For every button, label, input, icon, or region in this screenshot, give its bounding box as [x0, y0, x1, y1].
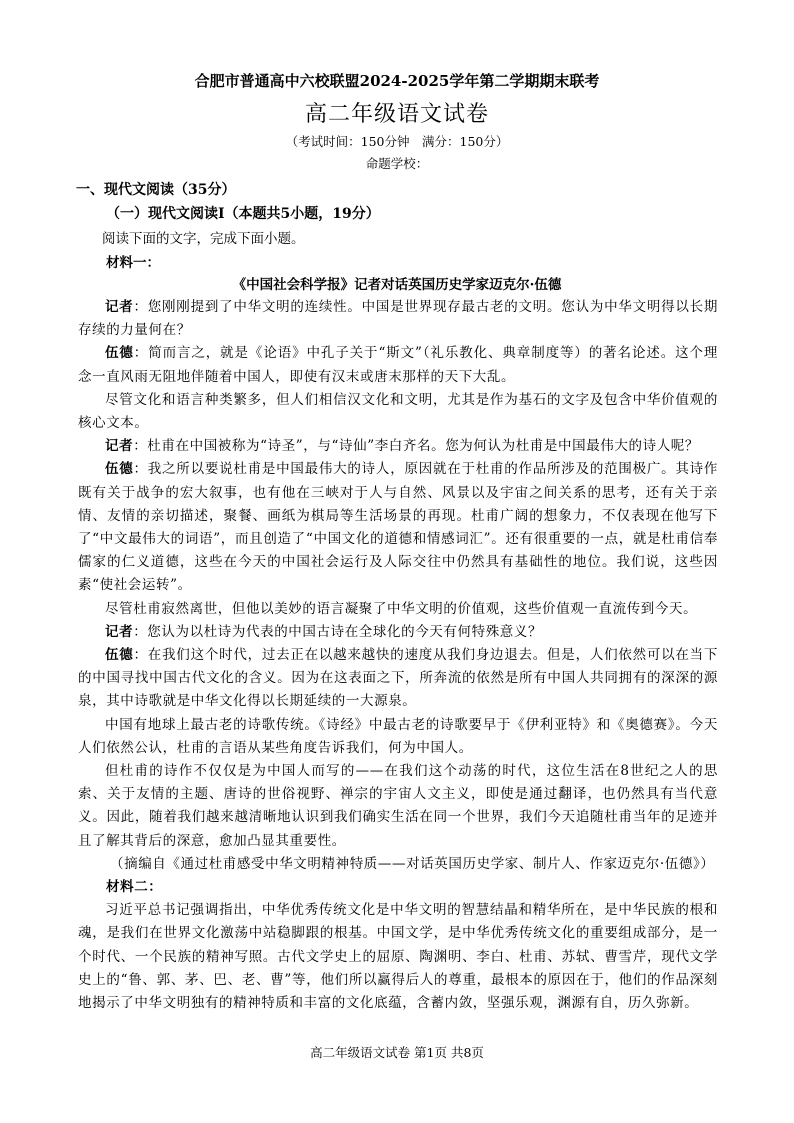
interview-answer-1	[78, 342, 718, 388]
interview-answer-2	[78, 458, 718, 597]
speaker-label: 记者	[105, 438, 134, 455]
interview-question-2	[78, 435, 718, 458]
interview-question-1	[78, 296, 718, 342]
material-one-label: 材料一：	[106, 255, 160, 271]
speaker-label: 记者	[105, 623, 134, 640]
answer-text: ：在我们这个时代，过去正在以越来越快的速度从我们身边退去。但是，人们依然可以在当下的中国寻找中国古代文化的含义。因为在这表面之下，所奔流的依然是所有中国人共同拥有的深深的源泉，其中诗歌就是中华文化得以长期延续的一大源泉。	[78, 647, 718, 710]
article-title: 《中国社会科学报》记者对话英国历史学家迈克尔·伍德	[232, 277, 562, 293]
question-text: ：您认为以杜诗为代表的中国古诗在全球化的今天有何特殊意义？	[133, 623, 543, 640]
interview-question-3	[78, 621, 718, 644]
answer-text: ：简而言之，就是《论语》中孔子关于“斯文”（礼乐教化、典章制度等）的著名论述。这个理念一直风雨无阻地伴随着中国人，即使有汉末或唐末那样的天下大乱。	[78, 345, 718, 385]
speaker-label: 伍德	[105, 345, 134, 362]
exam-title: 合肥市普通高中六校联盟2024-2025学年第二学期期末联考	[194, 72, 600, 90]
exam-info: （考试时间：150分钟 满分：150分）	[285, 134, 509, 149]
speaker-label: 记者	[105, 299, 134, 315]
speaker-label: 伍德	[105, 647, 134, 664]
answer-text: ：我之所以要说杜甫是中国最伟大的诗人，原因就在于杜甫的作品所涉及的范围极广。其诗作既有关于战争的宏大叙事，也有他在三峡对于人与自然、风景以及宇宙之间关系的思考，还有关于亲情、友情的亲切描述，聚餐、画纸为棋局等生活场景的再现。杜甫广阔的想象力，不仅表现在他写下了“中文最伟大的词语”，而且创造了“中国文化的道德和情感词汇”。还有很重要的一点，就是杜甫信奉儒家的仁义道德，这些在今天的中国社会运行及人际交往中仍然具有基础性的地位。我们说，这些因素“使社会运转”。	[78, 461, 718, 594]
answer-continuation: 尽管杜甫寂然离世，但他以美妙的语言凝聚了中华文明的价值观，这些价值观一直流传到今天。	[105, 600, 698, 617]
section-heading: 一、现代文阅读（35分）	[76, 182, 236, 198]
source-citation: （摘编自《通过杜甫感受中华文明精神特质——对话英国历史学家、制片人、作家迈克尔·伍德》）	[110, 855, 715, 872]
page-footer: 高二年级语文试卷 第1页 共8页	[310, 1045, 484, 1060]
setter-school: 命题学校：	[365, 156, 429, 171]
paper-title: 高二年级语文试卷	[304, 102, 489, 127]
question-text: ：您刚刚提到了中华文明的连续性。中国是世界现存最古老的文明。您认为中华文明得以长期存续的力量何在？	[78, 299, 718, 339]
answer-continuation: 但杜甫的诗作不仅仅是为中国人而写的——在我们这个动荡的时代，这位生活在8世纪之人的思索、关于友情的主题、唐诗的世俗视野、禅宗的宇宙人文主义，即使是通过翻译，也仍然具有当代意义。因此，随着我们越来越清晰地认识到我们确实生活在同一个世界，我们今天追随杜甫当年的足迹并且了解其背后的深意，愈加凸显其重要性。	[78, 763, 718, 849]
material-two-label: 材料二：	[106, 879, 163, 896]
sub-section-heading: （一）现代文阅读Ⅰ（本题共5小题，19分）	[106, 206, 380, 222]
answer-continuation: 尽管文化和语言种类繁多，但人们相信汉文化和文明，尤其是作为基石的文字及包含中华价值观的核心文本。	[78, 391, 718, 432]
speaker-label: 伍德	[105, 461, 134, 478]
question-text: ：杜甫在中国被称为“诗圣”，与“诗仙”李白齐名。您为何认为杜甫是中国最伟大的诗人呢？	[133, 438, 700, 455]
passage-body	[78, 296, 718, 1015]
material-two-paragraph: 习近平总书记强调指出，中华优秀传统文化是中华文明的智慧结晶和精华所在，是中华民族的根和魂，是我们在世界文化激荡中站稳脚跟的根基。中国文学，是中华优秀传统文化的重要组成部分，是一个时代、一个民族的精神写照。古代文学史上的屈原、陶渊明、李白、杜甫、苏轼、曹雪芹，现代文学史上的“鲁、郭、茅、巴、老、曹”等，他们所以赢得后人的尊重，最根本的原因在于，他们的作品深刻地揭示了中华文明独有的精神特质和丰富的文化底蕴，含蓄内敛，坚强乐观，渊源有自，历久弥新。	[78, 902, 718, 1012]
answer-continuation: 中国有地球上最古老的诗歌传统。《诗经》中最古老的诗歌要早于《伊利亚特》和《奥德赛》。今天人们依然公认，杜甫的言语从某些角度告诉我们，何为中国人。	[78, 716, 718, 756]
reading-instruction: 阅读下面的文字，完成下面小题。	[102, 231, 305, 247]
interview-answer-3	[78, 644, 718, 714]
